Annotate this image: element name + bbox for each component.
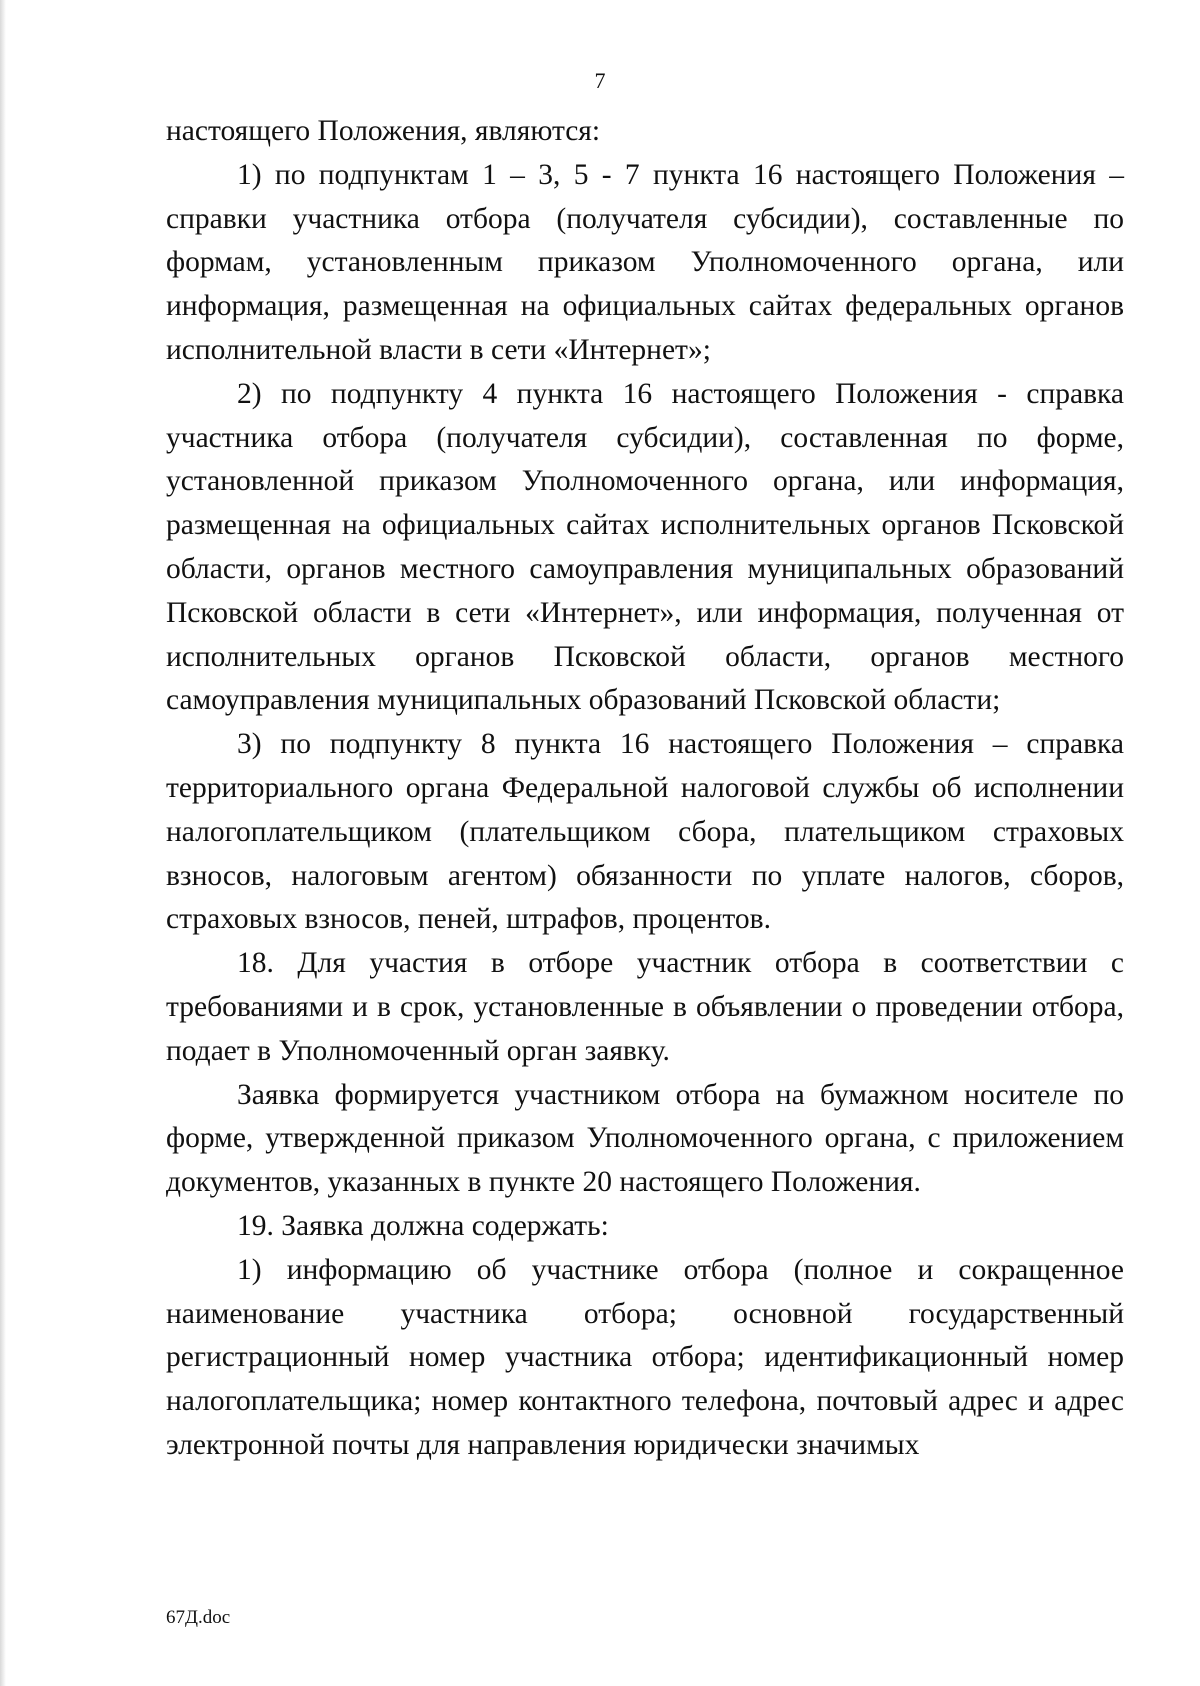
paragraph-item-3: 3) по подпункту 8 пункта 16 настоящего Положения – справка территориального органа Федеральной налоговой службы об исполнении налогоплательщиком (плательщиком сбора, плательщиком страховых взносов, налоговым агентом) обязанности по уплате налогов, сборов, страховых взносов, пеней, штрафов, процентов. <box>166 728 1124 936</box>
paragraph-clause-19: 19. Заявка должна содержать: <box>237 1209 609 1242</box>
paragraph-application-form: Заявка формируется участником отбора на бумажном носителе по форме, утвержденной приказом Уполномоченного органа, с приложением документов, указанных в пункте 20 настоящего Положения. <box>166 1078 1124 1199</box>
paragraph-clause-18: 18. Для участия в отборе участник отбора в соответствии с требованиями и в срок, установленные в объявлении о проведении отбора, подает в Уполномоченный орган заявку. <box>166 947 1124 1067</box>
scan-edge <box>0 0 6 1686</box>
paragraph-continuation: настоящего Положения, являются: <box>166 115 601 147</box>
paragraph-item-2: 2) по подпункту 4 пункта 16 настоящего Положения - справка участника отбора (получателя субсидии), составленная по форме, установленной приказом Уполномоченного органа, или информация, размещенная на официальных сайтах исполнительных органов Псковской области, органов местного самоуправления муниципальных образований Псковской области в сети «Интернет», или информация, полученная от исполнительных органов Псковской области, органов местного самоуправления муниципальных образований Псковской области; <box>166 377 1124 717</box>
page-number: 7 <box>594 68 606 93</box>
paragraph-item-1: 1) по подпунктам 1 – 3, 5 - 7 пункта 16 настоящего Положения – справки участника отбора (получателя субсидии), составленные по формам, установленным приказом Уполномоченного органа, или информация, размещенная на официальных сайтах федеральных органов исполнительной власти в сети «Интернет»; <box>166 158 1124 366</box>
footer-filename: 67Д.doc <box>166 1607 231 1628</box>
document-body <box>166 110 1124 1468</box>
paragraph-clause-19-item-1: 1) информацию об участнике отбора (полное и сокращенное наименование участника отбора; основной государственный регистрационный номер участника отбора; идентификационный номер налогоплательщика; номер контактного телефона, почтовый адрес и адрес электронной почты для направления юридически значимых <box>166 1253 1124 1461</box>
